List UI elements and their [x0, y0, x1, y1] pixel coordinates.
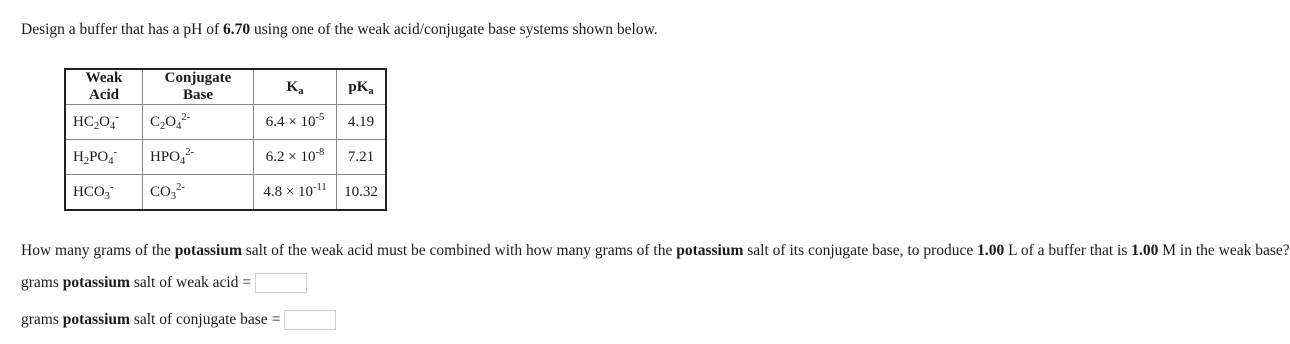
pka-cell: 4.19: [337, 105, 387, 140]
header-pka: $pK_a$: [337, 69, 387, 105]
acid-base-table: [64, 68, 387, 211]
table-row: [65, 105, 386, 140]
conjugate-base-cell: $C_2O_4^{2-}$: [143, 105, 254, 140]
ka-cell: $6.2 \times 10^{-8}$: [254, 140, 337, 175]
weak-acid-cell: $HC_2O_4^-$: [65, 105, 143, 140]
answer-label-weak-acid: grams potassium salt of weak acid: [21, 274, 239, 291]
header-weak-acid: Weak Acid: [65, 69, 143, 105]
header-conjugate-base: Conjugate Base: [143, 69, 254, 105]
table-row: [65, 175, 386, 211]
answer-row-conjugate-base: [21, 310, 336, 330]
conjugate-base-cell: $HPO_4^{2-}$: [143, 140, 254, 175]
header-ka: $K_a$: [254, 69, 337, 105]
question-text: How many grams of the potassium salt of the weak acid must be combined with how many grams of the potassium salt of its conjugate base, to produce 1.00 L of a buffer that is 1.00 M in the weak base?: [21, 242, 1290, 259]
equals-sign: =: [271, 311, 281, 328]
weak-acid-cell: $H_2PO_4^-$: [65, 140, 143, 175]
conjugate-base-grams-input[interactable]: [284, 310, 336, 330]
weak-acid-grams-input[interactable]: [255, 273, 307, 293]
problem-intro: Design a buffer that has a pH of 6.70 using one of the weak acid/conjugate base systems shown below.: [21, 21, 658, 38]
equals-sign: =: [242, 274, 252, 291]
table-row: [65, 140, 386, 175]
ka-cell: $6.4 \times 10^{-5}$: [254, 105, 337, 140]
conjugate-base-cell: $CO_3^{2-}$: [143, 175, 254, 211]
ka-cell: $4.8 \times 10^{-11}$: [254, 175, 337, 211]
pka-cell: 10.32: [337, 175, 387, 211]
target-ph: 6.70: [223, 21, 251, 38]
weak-acid-cell: $HCO_3^-$: [65, 175, 143, 211]
answer-label-conjugate-base: grams potassium salt of conjugate base: [21, 311, 268, 328]
answer-row-weak-acid: [21, 273, 307, 293]
pka-cell: 7.21: [337, 140, 387, 175]
